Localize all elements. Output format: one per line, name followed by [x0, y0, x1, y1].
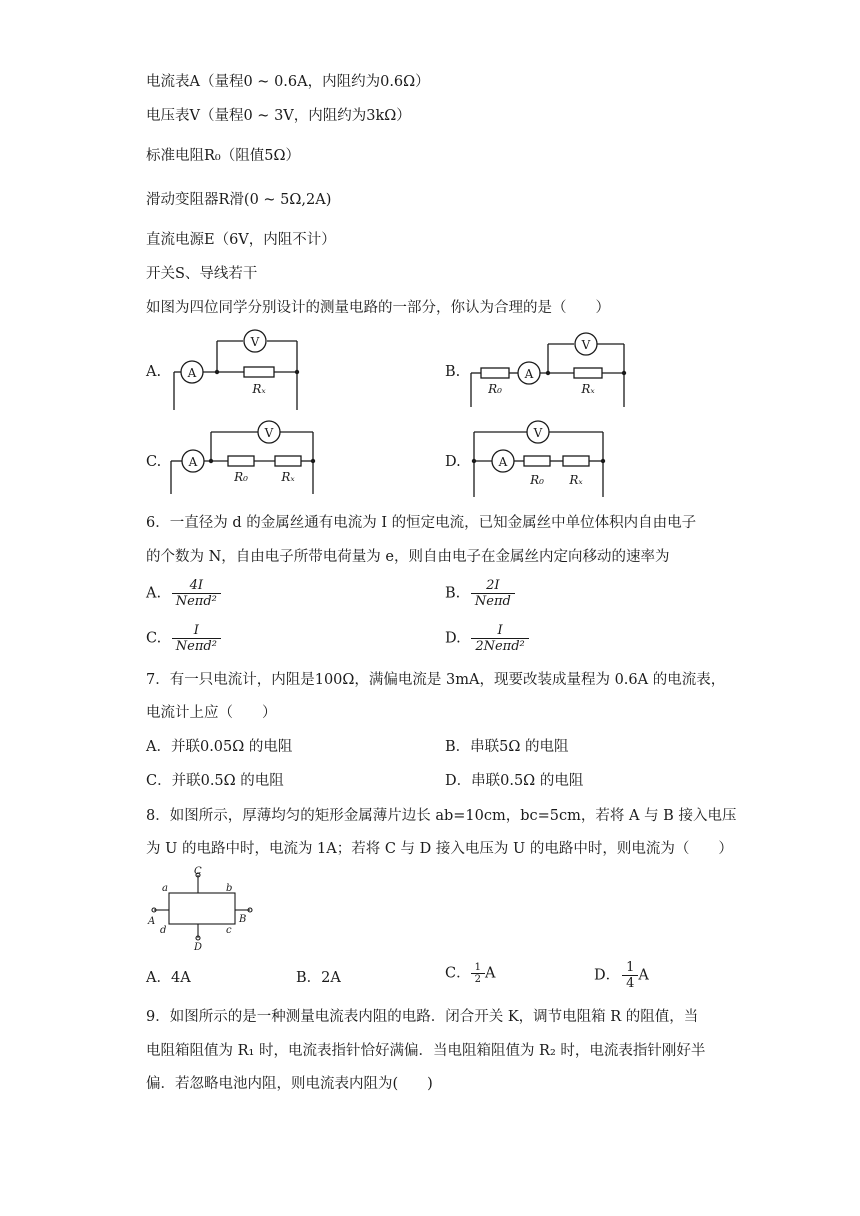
q7-option-d: D．串联0.5Ω 的电阻 — [445, 773, 584, 789]
ammeter-label: A — [498, 455, 508, 469]
rx-label: Rₓ — [581, 382, 595, 396]
q9-stem-line3: 偏．若忽略电池内阻，则电流表内阻为( ) — [146, 1076, 433, 1092]
q5-option-c-label: C. — [146, 454, 162, 470]
equipment-standard-resistor: 标准电阻R₀（阻值5Ω） — [146, 148, 300, 164]
r0-label: R₀ — [530, 473, 544, 487]
resistor-r0-icon — [228, 456, 254, 466]
resistor-r0-icon — [481, 368, 509, 378]
q7-option-c: C．并联0.5Ω 的电阻 — [146, 773, 284, 789]
resistor-rx-icon — [563, 456, 589, 466]
q6-option-c: C. $\frac{I}{\text{Neπd²}}$ — [146, 623, 221, 654]
equipment-voltmeter: 电压表V（量程0 ~ 3V，内阻约为3kΩ） — [146, 108, 411, 124]
equipment-power-source: 直流电源E（6V，内阻不计） — [146, 232, 336, 248]
q5-option-a-label: A. — [146, 364, 162, 380]
resistor-r0-icon — [524, 456, 550, 466]
q9-stem-line2: 电阻箱阻值为 R₁ 时，电流表指针恰好满偏．当电阻箱阻值为 R₂ 时，电流表指针刚好半 — [146, 1043, 706, 1059]
q6-option-d: D. $\frac{I}{\text{2Neπd²}}$ — [445, 623, 529, 654]
q8-option-b: B．2A — [296, 970, 341, 986]
q6-option-a: A. $\frac{4I}{\text{Neπd²}}$ — [146, 578, 221, 609]
q8-stem-line2: 为 U 的电路中时，电流为 1A；若将 C 与 D 接入电压为 U 的电路中时，则电流为（ ） — [146, 841, 733, 857]
resistor-rx-icon — [275, 456, 301, 466]
corner-c-label: c — [226, 925, 232, 936]
q5-stem: 如图为四位同学分别设计的测量电路的一部分，你认为合理的是（ ） — [146, 300, 610, 316]
terminal-c-label: C — [194, 866, 202, 877]
q5-option-d-label: D. — [445, 454, 461, 470]
ammeter-label: A — [524, 367, 534, 381]
q8-option-c: C． $\frac{1}{2}$ A — [445, 962, 496, 985]
voltmeter-label: V — [250, 335, 260, 349]
q5-option-b-label: B. — [445, 364, 461, 380]
q7-stem-line2: 电流计上应（ ） — [146, 705, 277, 721]
q7-stem-line1: 7．有一只电流计，内阻是100Ω，满偏电流是 3mA，现要改装成量程为 0.6A 的电流表， — [146, 672, 726, 688]
corner-b-label: b — [226, 883, 233, 894]
resistor-rx-icon — [244, 367, 274, 377]
rx-label: Rₓ — [252, 382, 266, 396]
q8-option-d: D． $\frac{1}{4}$ A — [594, 960, 649, 991]
rx-label: Rₓ — [281, 470, 295, 484]
q8-stem-line1: 8．如图所示，厚薄均匀的矩形金属薄片边长 ab=10cm，bc=5cm，若将 A 与 B 接入电压 — [146, 808, 737, 824]
terminal-a-label: A — [148, 916, 156, 927]
voltmeter-label: V — [533, 426, 543, 440]
equipment-ammeter: 电流表A（量程0 ~ 0.6A，内阻约为0.6Ω） — [146, 74, 430, 90]
equipment-switch: 开关S、导线若干 — [146, 266, 258, 282]
resistor-rx-icon — [574, 368, 602, 378]
corner-d-label: d — [160, 925, 167, 936]
voltmeter-label: V — [581, 338, 591, 352]
rx-label: Rₓ — [569, 473, 583, 487]
equipment-rheostat: 滑动变阻器R滑(0 ~ 5Ω,2A) — [146, 192, 332, 208]
q8-metal-plate-figure — [140, 866, 270, 956]
metal-plate-rect — [169, 893, 235, 924]
terminal-b-label: B — [239, 914, 247, 925]
r0-label: R₀ — [234, 470, 248, 484]
ammeter-label: A — [187, 366, 197, 380]
q6-stem-line2: 的个数为 N，自由电子所带电荷量为 e，则自由电子在金属丝内定向移动的速率为 — [146, 549, 670, 565]
q7-option-b: B．串联5Ω 的电阻 — [445, 739, 569, 755]
q6-option-b: B. $\frac{2I}{\text{Neπd}}$ — [445, 578, 515, 609]
q6-stem-line1: 6．一直径为 d 的金属丝通有电流为 I 的恒定电流，已知金属丝中单位体积内自由电子 — [146, 515, 697, 531]
corner-a-label: a — [162, 883, 168, 894]
q8-option-a: A．4A — [146, 970, 191, 986]
r0-label: R₀ — [488, 382, 502, 396]
q5-circuit-diagrams — [0, 0, 860, 520]
voltmeter-label: V — [264, 426, 274, 440]
q9-stem-line1: 9．如图所示的是一种测量电流表内阻的电路．闭合开关 K，调节电阻箱 R 的阻值，当 — [146, 1009, 699, 1025]
q7-option-a: A．并联0.05Ω 的电阻 — [146, 739, 293, 755]
terminal-d-label: D — [194, 942, 203, 953]
ammeter-label: A — [188, 455, 198, 469]
